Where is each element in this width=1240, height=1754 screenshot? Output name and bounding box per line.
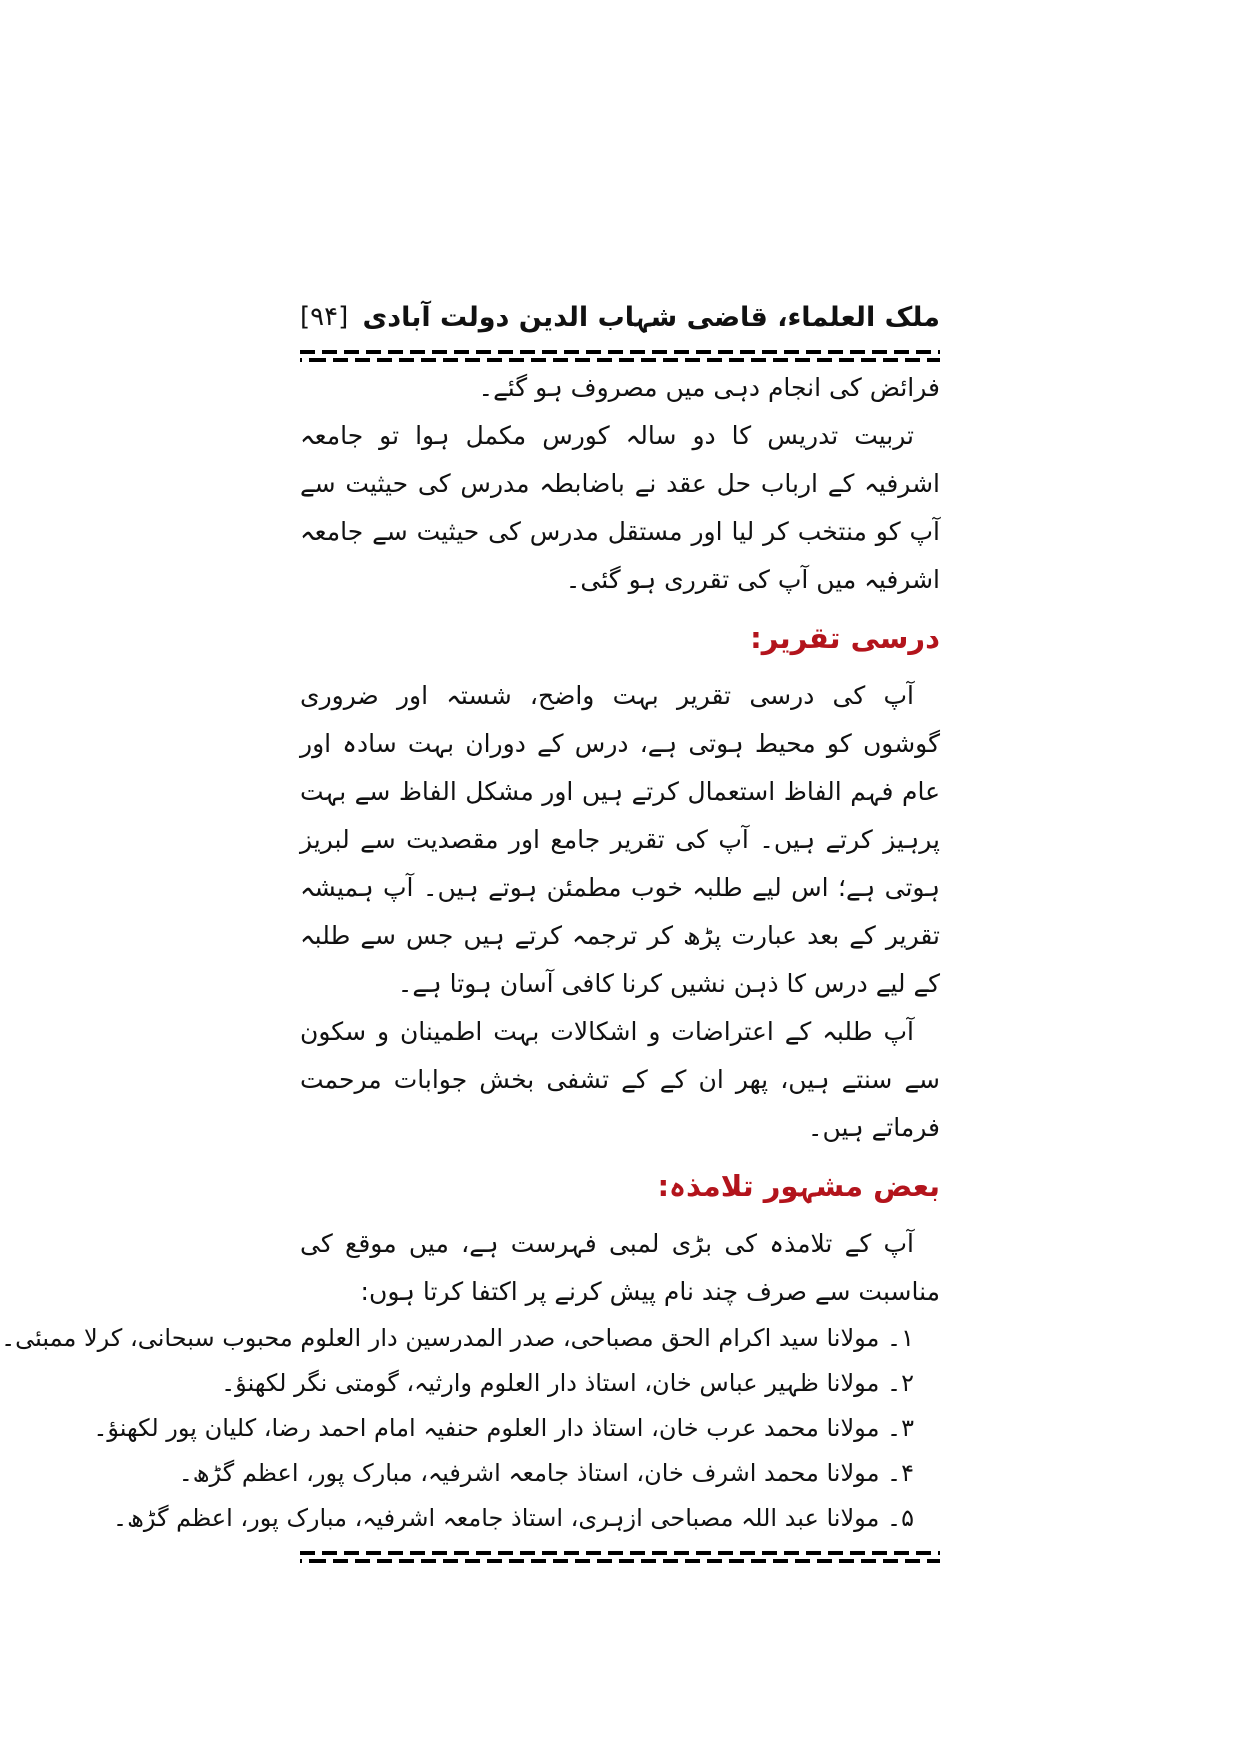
book-page <box>1 300 940 1565</box>
paragraph-4: آپ طلبہ کے اعتراضات و اشکالات بہت اطمینان و سکون سے سنتے ہیں، پھر ان کے کے تشفی بخش جوابات مرحمت فرماتے ہیں۔ <box>300 1017 940 1142</box>
list-item: ۴۔ مولانا محمد اشرف خان، استاذ جامعہ اشرفیہ، مبارک پور، اعظم گڑھ۔ <box>178 1459 914 1487</box>
running-title: ملک العلماء، قاضی شہاب الدین دولت آبادی <box>362 302 940 333</box>
list-item: ۲۔ مولانا ظہیر عباس خان، استاذ دار العلوم وارثیہ، گومتی نگر لکھنؤ۔ <box>221 1369 914 1397</box>
page-number: [۹۴] <box>300 302 349 332</box>
paragraph-1: فرائض کی انجام دہی میں مصروف ہو گئے۔ <box>478 373 940 402</box>
paragraph-3: آپ کی درسی تقریر بہت واضح، شستہ اور ضروری گوشوں کو محیط ہوتی ہے، درس کے دوران بہت سادہ اور عام فہم الفاظ استعمال کرتے ہیں اور مشکل الفاظ سے بہت پرہیز کرتے ہیں۔ آپ کی تقریر جامع اور مقصدیت سے لبریز ہوتی ہے؛ اس لیے طلبہ خوب مطمئن ہوتے ہیں۔ آپ ہمیشہ تقریر کے بعد عبارت پڑھ کر ترجمہ کرتے ہیں جس سے طلبہ کے لیے درس کا ذہن نشیں کرنا کافی آسان ہوتا ہے۔ <box>300 681 940 998</box>
paragraph-2: تربیت تدریس کا دو سالہ کورس مکمل ہوا تو جامعہ اشرفیہ کے ارباب حل عقد نے باضابطہ مدرس کی حیثیت سے آپ کو منتخب کر لیا اور مستقل مدرس کی حیثیت سے جامعہ اشرفیہ میں آپ کی تقرری ہو گئی۔ <box>300 421 940 594</box>
paragraph-5: آپ کے تلامذہ کی بڑی لمبی فہرست ہے، میں موقع کی مناسبت سے صرف چند نام پیش کرنے پر اکتفا کرتا ہوں: <box>300 1229 940 1306</box>
section-heading-students: بعض مشہور تلامذہ: <box>657 1169 940 1203</box>
page-body <box>1 364 940 1541</box>
footer-divider <box>300 1551 940 1565</box>
list-item: ۳۔ مولانا محمد عرب خان، استاذ دار العلوم حنفیہ امام احمد رضا، کلیان پور لکھنؤ۔ <box>93 1414 914 1442</box>
students-list <box>1 1316 940 1541</box>
list-item: ۱۔ مولانا سید اکرام الحق مصباحی، صدر المدرسین دار العلوم محبوب سبحانی، کرلا ممبئی۔ <box>1 1324 914 1352</box>
list-item: ۵۔ مولانا عبد اللہ مصباحی ازہری، استاذ جامعہ اشرفیہ، مبارک پور، اعظم گڑھ۔ <box>113 1504 914 1532</box>
section-heading-lecture: درسی تقریر: <box>750 621 940 655</box>
page-header <box>300 300 940 350</box>
header-divider <box>300 350 940 364</box>
